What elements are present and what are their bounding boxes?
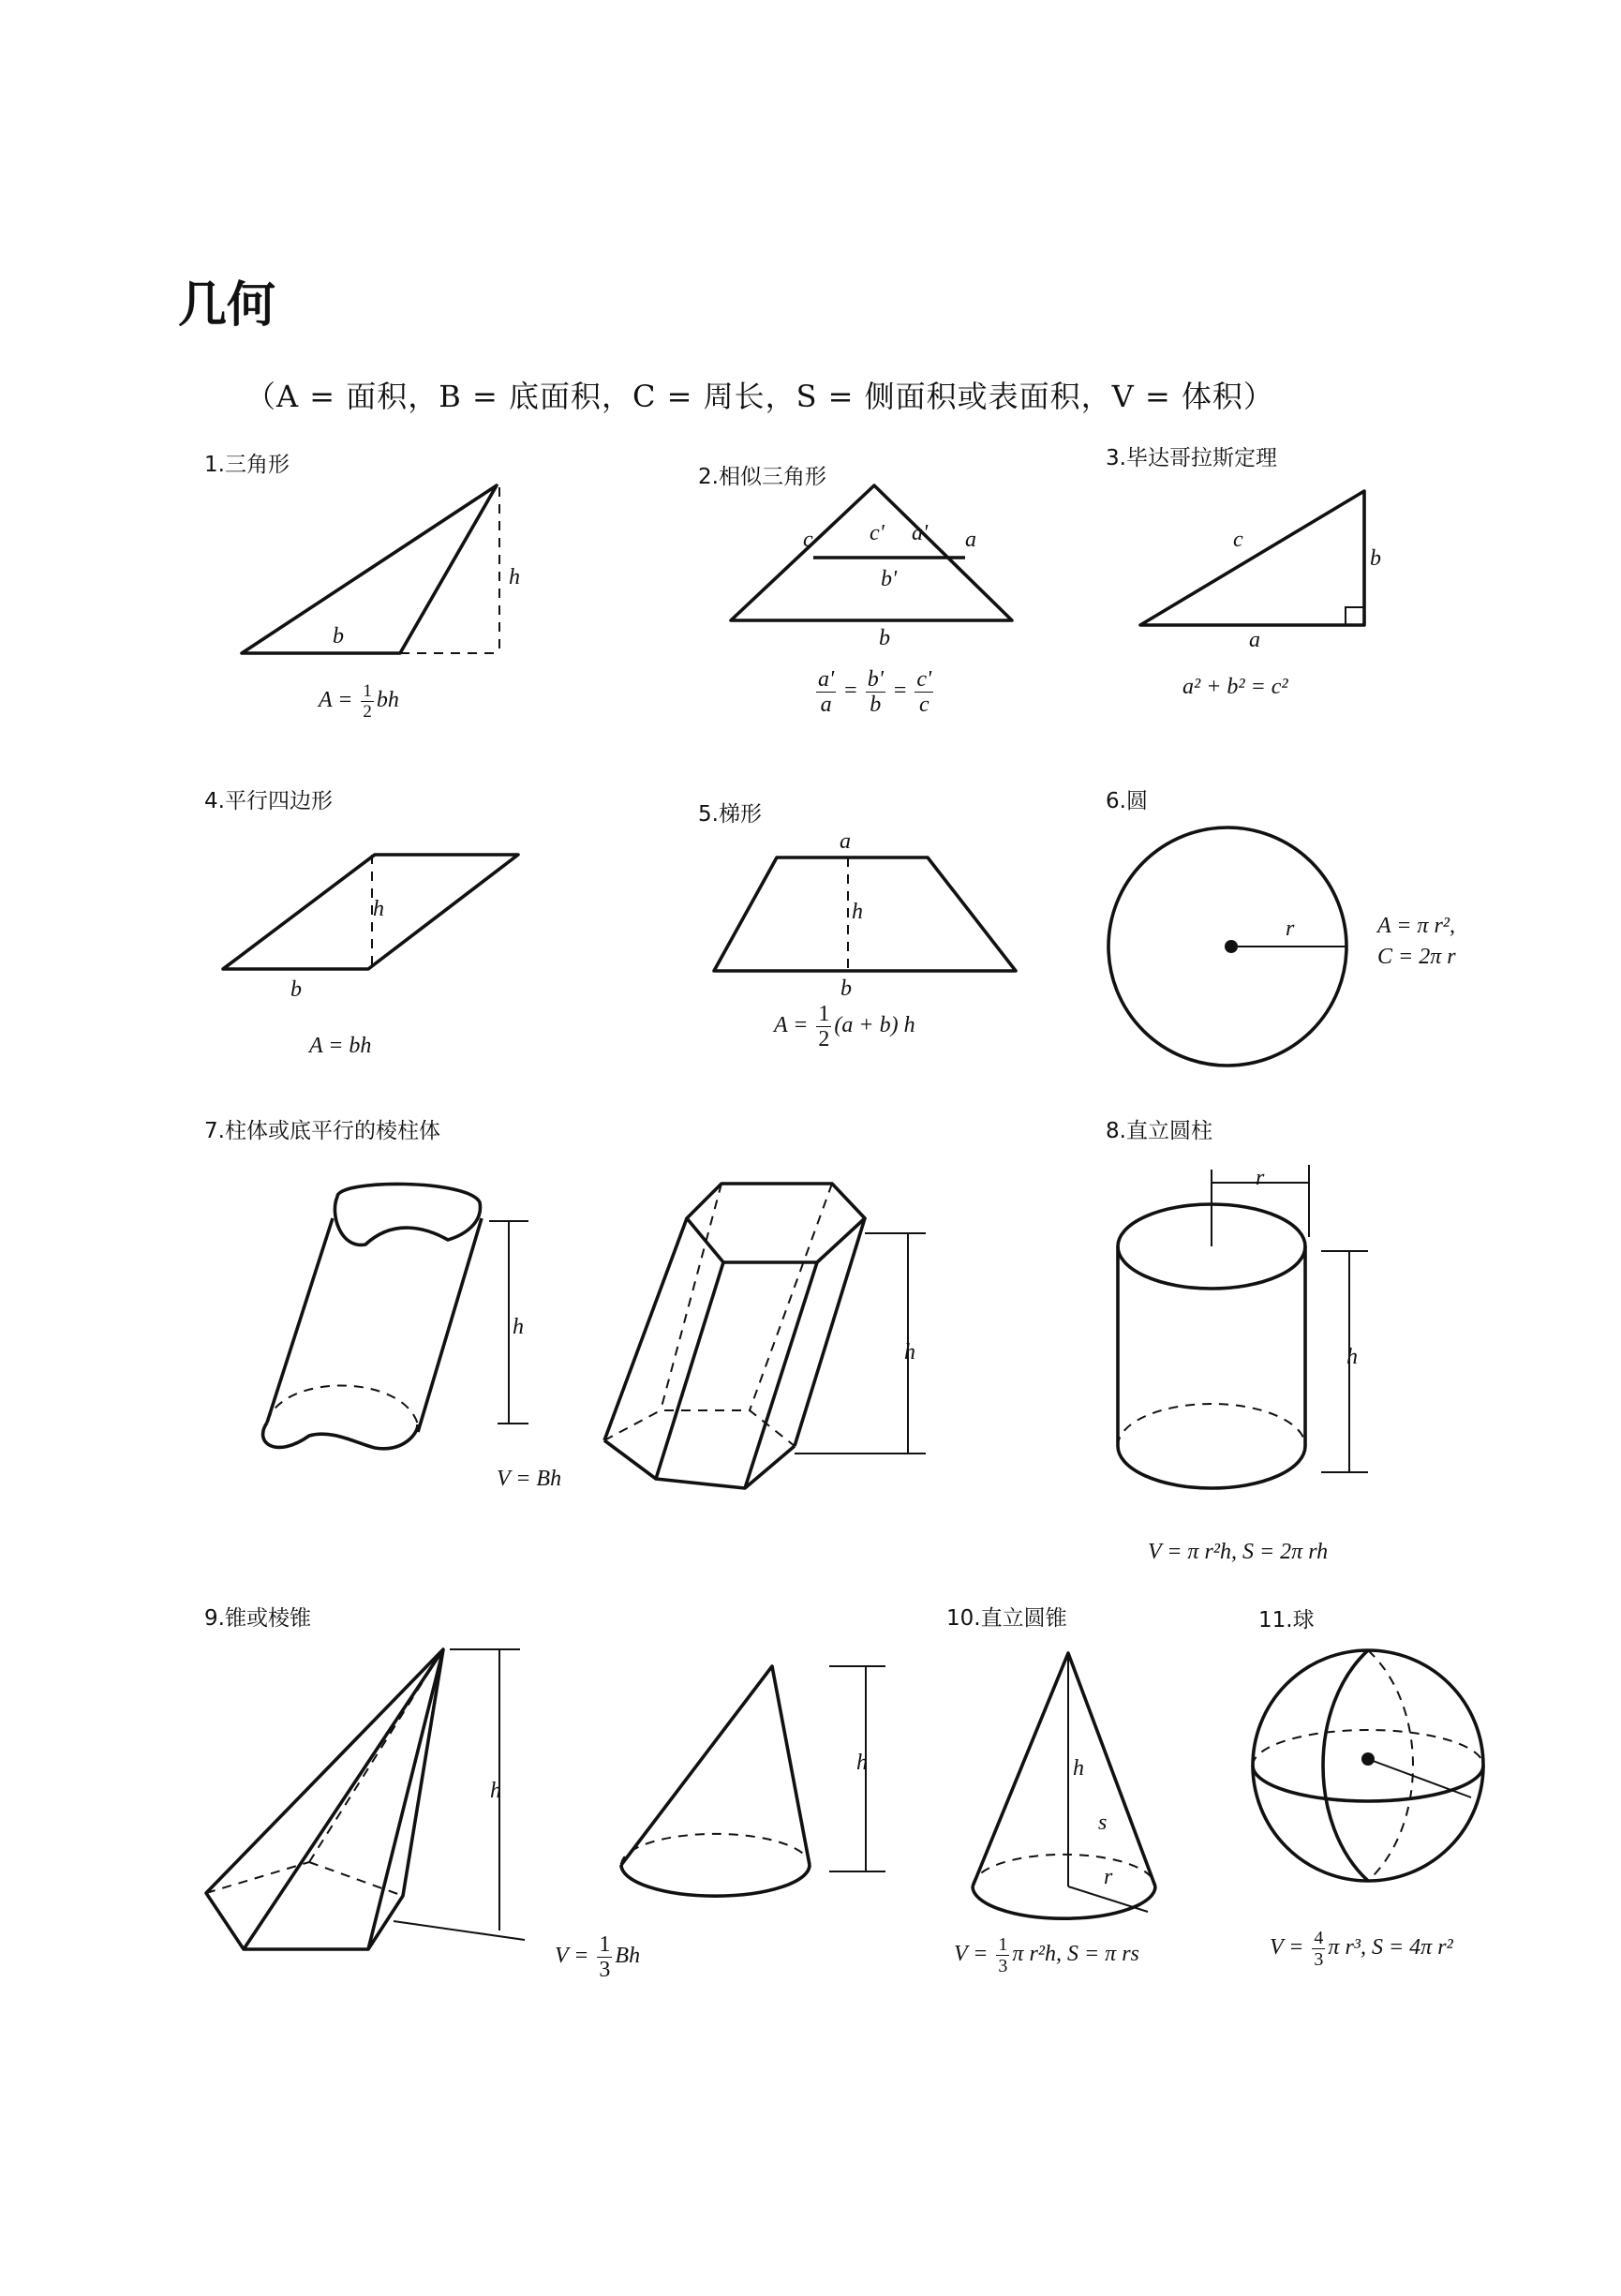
formula-right-cone: V = $\frac{1}{3}$ π r²h, S = π rs <box>954 1934 1139 1976</box>
formula-triangle: A = $\frac{1}{2}$ bh <box>319 681 399 722</box>
formula-parallelogram: A = bh <box>309 1034 372 1058</box>
parallelogram-figure <box>223 855 518 969</box>
pythagoras-b: b <box>1370 546 1381 571</box>
right-cone-figure <box>973 1653 1155 1918</box>
label-circle: 6.圆 <box>1106 789 1148 813</box>
triangle-b: b <box>333 624 344 649</box>
label-sphere: 11.球 <box>1258 1608 1315 1633</box>
trapezoid-h: h <box>852 900 863 924</box>
pythagoras-c: c <box>1233 528 1243 552</box>
formula-prism: V = Bh <box>497 1467 562 1491</box>
cylinder-r: r <box>1256 1166 1265 1190</box>
variable-legend: （A = 面积，B = 底面积，C = 周长，S = 侧面积或表面积，V = 体积） <box>245 379 1274 414</box>
label-parallelogram: 4.平行四边形 <box>204 789 333 813</box>
prism-h2: h <box>904 1340 915 1364</box>
formula-trapezoid: A = $\frac{1}{2}$ (a + b) h <box>774 1002 915 1051</box>
similar-c-prime: c' <box>870 521 885 545</box>
parallelogram-b: b <box>290 977 302 1002</box>
label-right-cone: 10.直立圆锥 <box>946 1606 1067 1631</box>
pyramid-h2: h <box>856 1751 868 1775</box>
cone-r: r <box>1104 1865 1113 1889</box>
similar-a-prime: a' <box>912 521 929 545</box>
formula-circle-circumference: C = 2π r <box>1377 945 1456 969</box>
pythagoras-a: a <box>1249 628 1260 652</box>
triangle-h: h <box>509 565 520 589</box>
cone-figure <box>621 1666 885 1896</box>
cylinder-prism-figure <box>263 1184 528 1448</box>
label-trapezoid: 5.梯形 <box>698 802 762 827</box>
cone-h: h <box>1073 1756 1084 1781</box>
similar-triangles-figure <box>731 485 1012 620</box>
formula-cylinder: V = π r²h, S = 2π rh <box>1148 1540 1329 1564</box>
hexagonal-prism-figure <box>604 1184 926 1488</box>
trapezoid-b: b <box>840 977 852 1001</box>
right-cylinder-figure <box>1118 1165 1368 1488</box>
formula-circle-area: A = π r², <box>1377 914 1455 938</box>
pyramid-h1: h <box>490 1779 501 1803</box>
sphere-figure <box>1253 1650 1483 1881</box>
right-triangle-figure <box>1140 491 1364 625</box>
formula-pyramid: V = $\frac{1}{3}$ Bh <box>555 1932 641 1982</box>
label-triangle: 1.三角形 <box>204 453 290 477</box>
cone-s: s <box>1098 1811 1108 1835</box>
similar-a: a <box>965 528 976 552</box>
page-title: 几何 <box>178 277 276 334</box>
triangle-figure <box>242 485 499 653</box>
similar-c: c <box>803 528 813 552</box>
formula-sphere: V = $\frac{4}{3}$ π r³, S = 4π r² <box>1270 1928 1453 1970</box>
formula-pythagoras: a² + b² = c² <box>1182 675 1288 699</box>
label-pythagoras: 3.毕达哥拉斯定理 <box>1106 446 1277 470</box>
formula-similar: $\frac{a'}{a}$ = $\frac{b'}{b}$ = $\frac{c'}{c}$ <box>818 667 932 717</box>
trapezoid-figure <box>714 857 1016 971</box>
similar-b-prime: b' <box>881 567 898 591</box>
label-similar: 2.相似三角形 <box>698 465 826 489</box>
similar-b: b <box>879 626 890 650</box>
label-cylinder: 8.直立圆柱 <box>1106 1119 1212 1143</box>
label-prism: 7.柱体或底平行的棱柱体 <box>204 1119 440 1143</box>
trapezoid-a: a <box>840 829 851 854</box>
circle-r: r <box>1286 917 1295 941</box>
circle-figure <box>1108 827 1346 1066</box>
label-pyramid: 9.锥或棱锥 <box>204 1606 311 1631</box>
cylinder-h: h <box>1346 1345 1358 1369</box>
parallelogram-h: h <box>373 897 384 921</box>
pyramid-figure <box>206 1649 525 1949</box>
prism-h1: h <box>513 1315 524 1339</box>
